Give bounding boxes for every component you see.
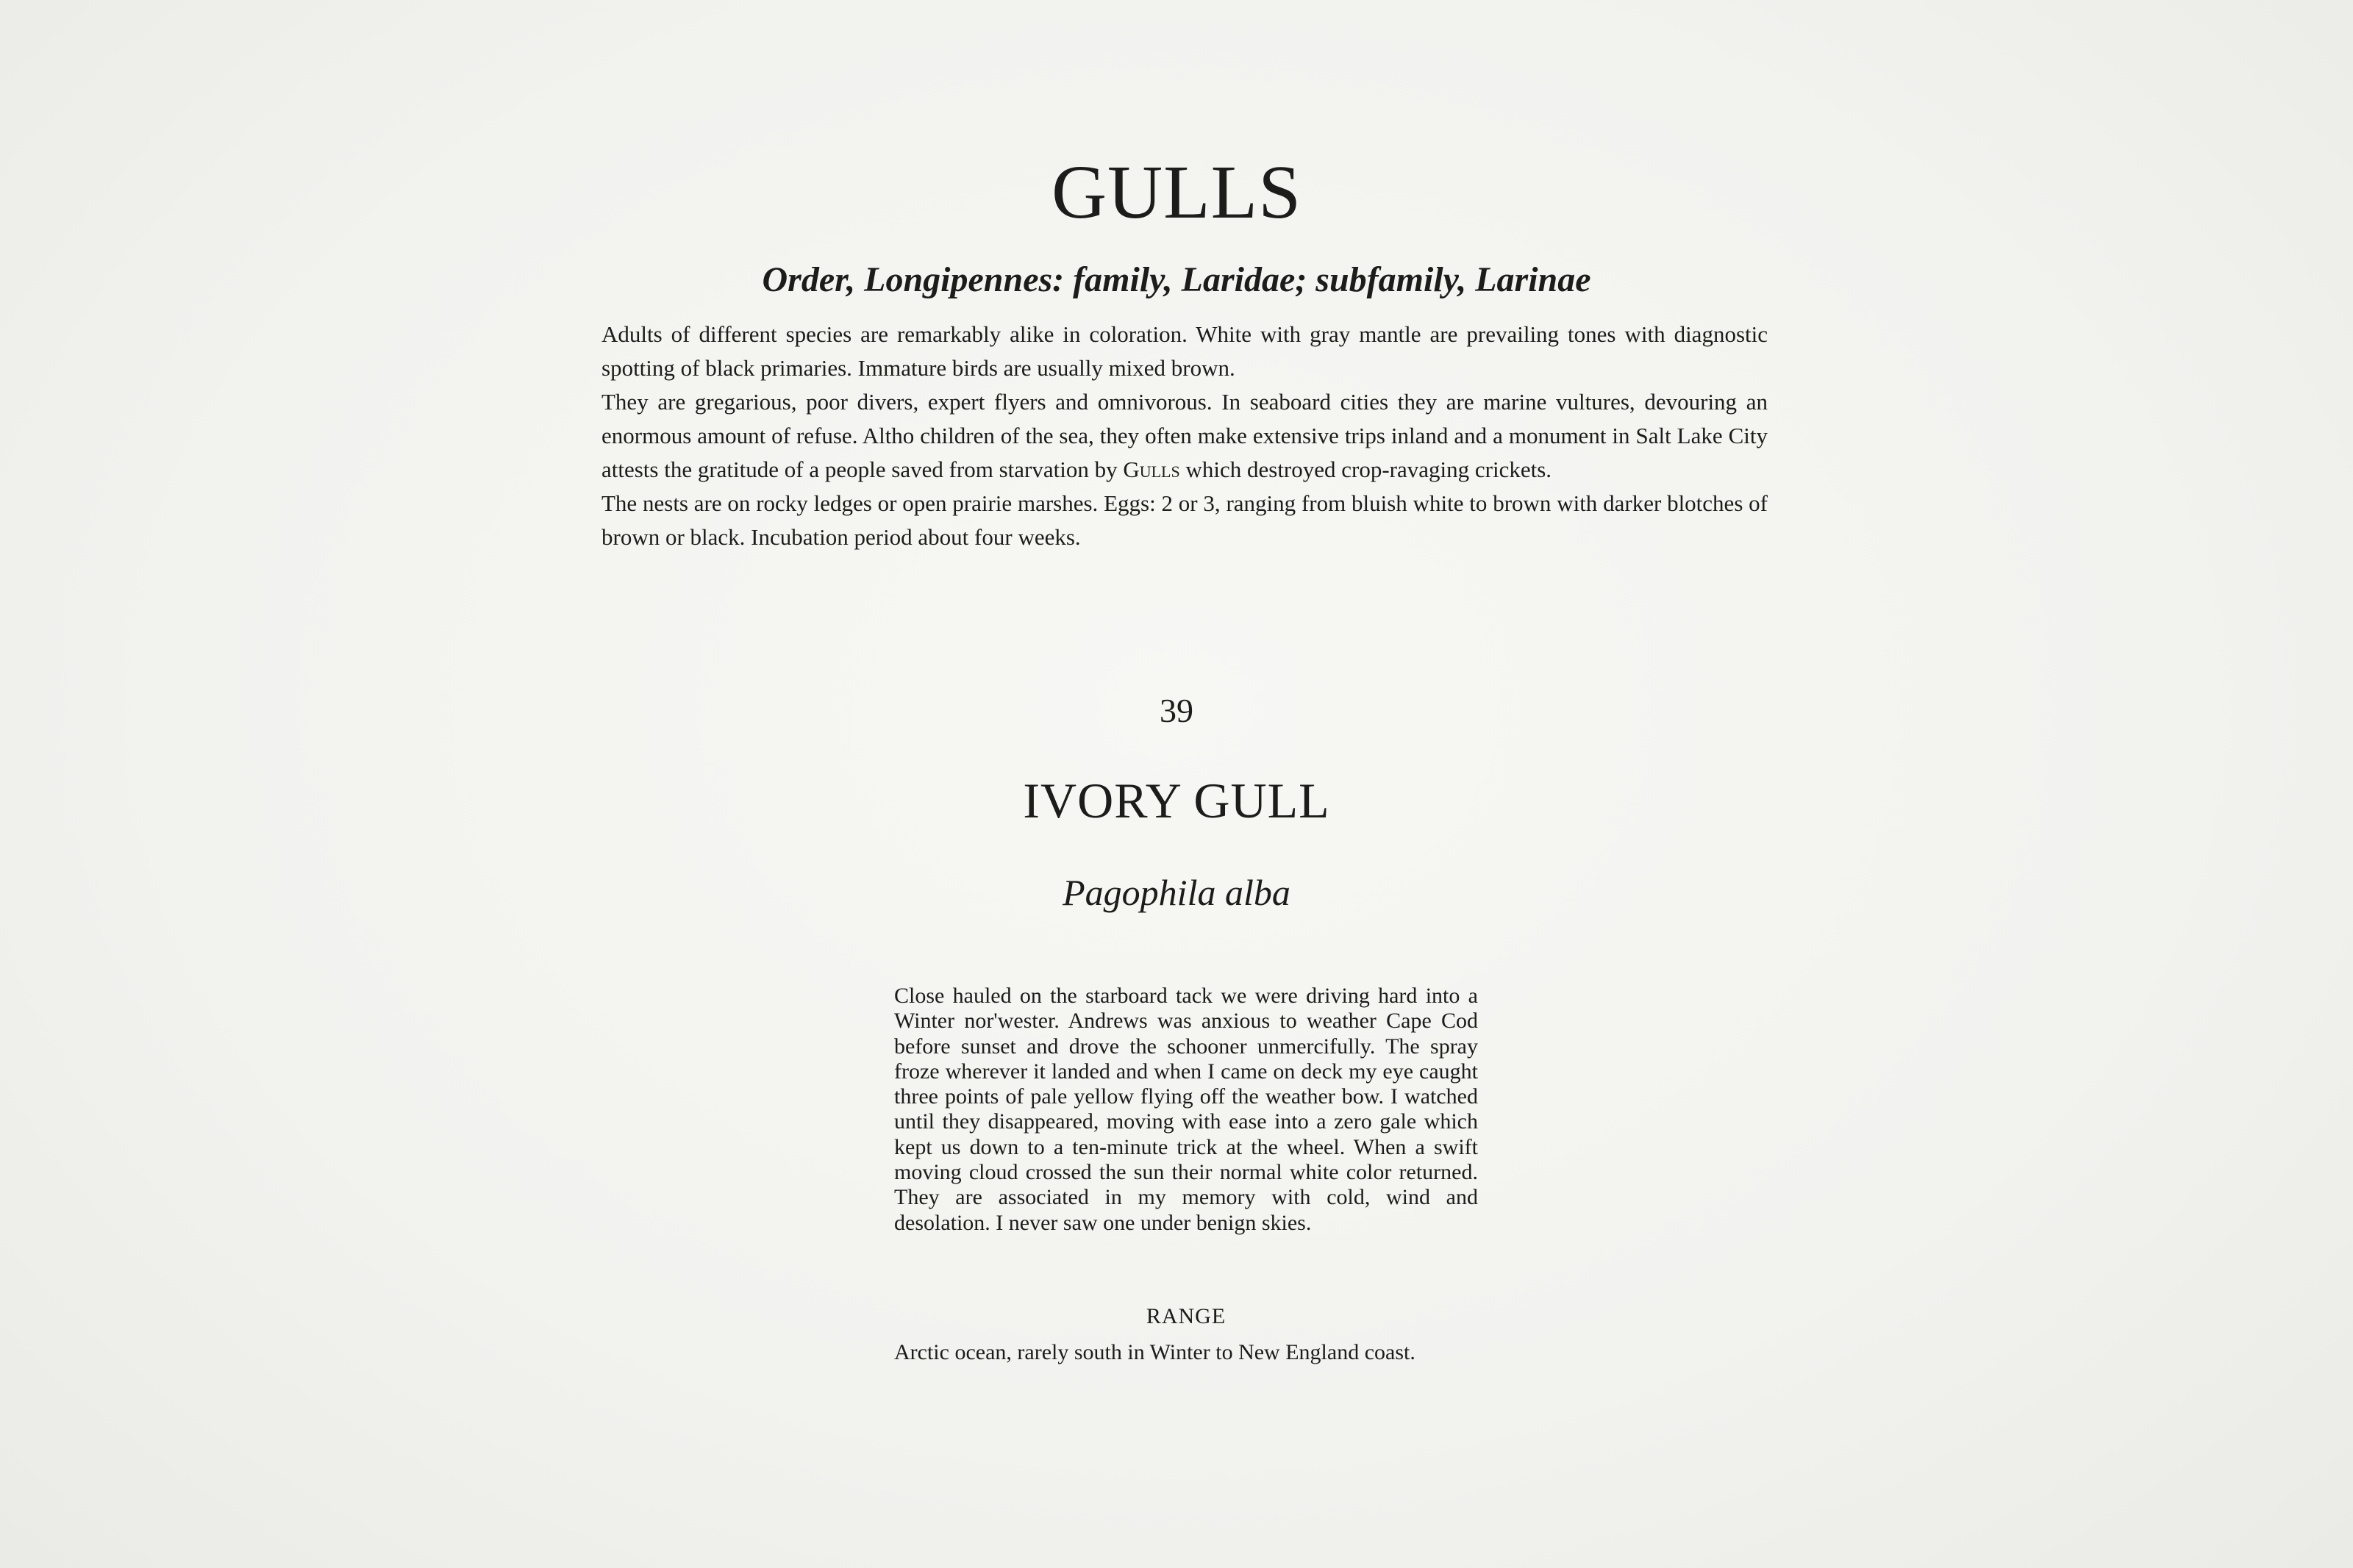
narrative-paragraph: Close hauled on the starboard tack we were driving hard into a Winter nor'wester. Andrews was anxious to weather Cape Cod before sunset and drove the schooner unmercifully. The spray froze wherever it landed and when I came on deck my eye caught three points of pale yellow flying off the weather bow. I watched until they disappeared, moving with ease into a zero gale which kept us down to a ten-minute trick at the wheel. When a swift moving cloud crossed the sun their normal white color returned. They are associated in my memory with cold, wind and desolation. I never saw one under benign skies. [894, 984, 1478, 1235]
family-description [601, 318, 1768, 554]
range-heading: RANGE [1146, 1304, 1227, 1328]
section-title: GULLS [1051, 150, 1302, 235]
intro-text: They are gregarious, poor divers, expert flyers and omnivorous. In seaboard cities they are marine vultures, devouring an enormous amount of refuse. Altho children of the sea, they often make extensive trips inland and a monument in Salt Lake City attests the gratitude of a people saved from starvation by [601, 389, 1768, 482]
species-name: IVORY GULL [1023, 773, 1330, 828]
scientific-name: Pagophila alba [1063, 872, 1290, 913]
species-narrative [894, 984, 1478, 1236]
plate-number: 39 [1160, 692, 1193, 729]
intro-text: which destroyed crop-ravaging crickets. [1185, 457, 1552, 482]
intro-paragraph: The nests are on rocky ledges or open prairie marshes. Eggs: 2 or 3, ranging from bluish white to brown with darker blotches of brown or black. Incubation period about four weeks. [601, 490, 1768, 550]
intro-paragraph [601, 385, 1768, 487]
intro-paragraph: Adults of different species are remarkably alike in coloration. White with gray mantle are prevailing tones with diagnostic spotting of black primaries. Immature birds are usually mixed brown. [601, 321, 1768, 381]
taxonomy-subtitle: Order, Longipennes: family, Laridae; subfamily, Larinae [762, 260, 1591, 299]
intro-smallcaps-text: Gulls [1123, 457, 1180, 482]
range-text: Arctic ocean, rarely south in Winter to New England coast. [894, 1340, 1415, 1364]
